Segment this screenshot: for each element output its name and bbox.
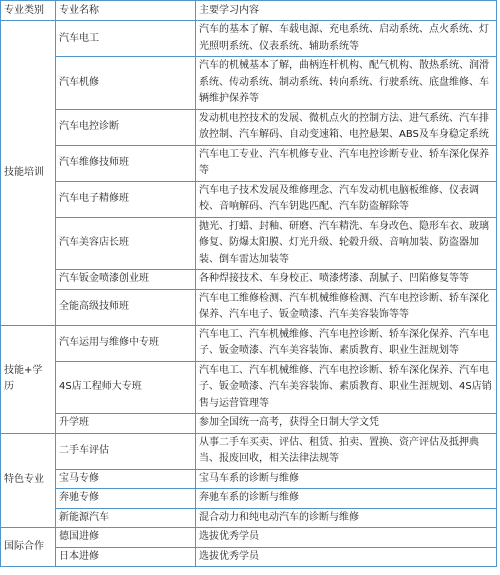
- content-cell: 汽车电工维修检测、汽车机械维修检测、汽车电控诊断、轿车深化保养、汽车电子、钣金喷漆、汽车美容装饰等等: [196, 289, 497, 325]
- table-row: [1, 489, 497, 509]
- table-row: [1, 217, 497, 270]
- table-row: [1, 528, 497, 548]
- major-cell: 宝马专修: [56, 469, 196, 489]
- header-content: 主要学习内容: [196, 1, 497, 21]
- table-row: [1, 21, 497, 57]
- content-cell: 汽车的机械基本了解，曲柄连杆机构、配气机构、散热系统、润滑系统、传动系统、制动系统、转向系统、行驶系统、底盘维修、车辆维护保养等: [196, 57, 497, 110]
- table-row: [1, 289, 497, 325]
- content-cell: 发动机电控技术的发展、微机点火的控制方法、进气系统、汽车排放控制、汽车解码、自动变速箱、电控悬架、ABS及车身稳定系统: [196, 109, 497, 145]
- table-row: [1, 433, 497, 469]
- content-cell: 参加全国统一高考，获得全日制大学文凭: [196, 414, 497, 434]
- major-cell: 奔驰专修: [56, 489, 196, 509]
- table-row: [1, 414, 497, 434]
- table-row: [1, 469, 497, 489]
- major-cell: 汽车电控诊断: [56, 109, 196, 145]
- major-cell: 德国进修: [56, 528, 196, 548]
- content-cell: 汽车的基本了解、车载电源、充电系统、启动系统、点火系统、灯光照明系统、仪表系统、辅助系统等: [196, 21, 497, 57]
- content-cell: 抛光、打蜡、封釉、研磨、汽车精洗、车身改色、隐形车衣、玻璃修复、防爆太阳膜、灯光升级、轮毂升级、音响加装、防盗器加装、倒车雷达加装等: [196, 217, 497, 270]
- table-row: [1, 57, 497, 110]
- content-cell: 选拔优秀学员: [196, 547, 497, 567]
- category-cell: 技能+学历: [1, 325, 56, 433]
- major-cell: 二手车评估: [56, 433, 196, 469]
- major-cell: 汽车电子精修班: [56, 181, 196, 217]
- table-row: [1, 361, 497, 414]
- major-cell: 汽车维修技师班: [56, 145, 196, 181]
- major-cell: 汽车运用与维修中专班: [56, 325, 196, 361]
- header-major: 专业名称: [56, 1, 196, 21]
- major-cell: 汽车美容店长班: [56, 217, 196, 270]
- category-cell: 技能培训: [1, 21, 56, 326]
- content-cell: 汽车电工、汽车机械维修、汽车电控诊断、轿车深化保养、汽车电子、钣金喷漆、汽车美容装饰、素质教育、职业生涯规划、4S店销售与运营管理等: [196, 361, 497, 414]
- course-table-body: [1, 1, 497, 567]
- table-row: [1, 547, 497, 567]
- major-cell: 汽车机修: [56, 57, 196, 110]
- table-row: [1, 270, 497, 290]
- major-cell: 汽车钣金喷漆创业班: [56, 270, 196, 290]
- table-row: [1, 181, 497, 217]
- table-row: [1, 109, 497, 145]
- table-row: [1, 508, 497, 528]
- table-header-row: [1, 1, 497, 21]
- major-cell: 汽车电工: [56, 21, 196, 57]
- major-cell: 升学班: [56, 414, 196, 434]
- content-cell: 宝马车系的诊断与维修: [196, 469, 497, 489]
- table-row: [1, 325, 497, 361]
- content-cell: 各种焊接技术、车身校正、喷漆烤漆、刮腻子、凹陷修复等等: [196, 270, 497, 290]
- major-cell: 4S店工程师大专班: [56, 361, 196, 414]
- category-cell: 特色专业: [1, 433, 56, 528]
- content-cell: 混合动力和纯电动汽车的诊断与维修: [196, 508, 497, 528]
- major-cell: 日本进修: [56, 547, 196, 567]
- category-cell: 国际合作: [1, 528, 56, 567]
- major-cell: 新能源汽车: [56, 508, 196, 528]
- content-cell: 选拔优秀学员: [196, 528, 497, 548]
- content-cell: 从事二手车买卖、评估、租赁、拍卖、置换、资产评估及抵押典当、报废回收，相关法律法规等: [196, 433, 497, 469]
- content-cell: 汽车电子技术发展及维修理念、汽车发动机电脑板维修、仪表调校、音响解码、汽车钥匙匹配、汽车防盗解除等: [196, 181, 497, 217]
- content-cell: 奔驰车系的诊断与维修: [196, 489, 497, 509]
- content-cell: 汽车电工专业、汽车机修专业、汽车电控诊断专业、轿车深化保养等: [196, 145, 497, 181]
- header-category: 专业类别: [1, 1, 56, 21]
- major-cell: 全能高级技师班: [56, 289, 196, 325]
- table-row: [1, 145, 497, 181]
- content-cell: 汽车电工、汽车机械维修、汽车电控诊断、轿车深化保养、汽车电子、钣金喷漆、汽车美容装饰、素质教育、职业生涯规划等: [196, 325, 497, 361]
